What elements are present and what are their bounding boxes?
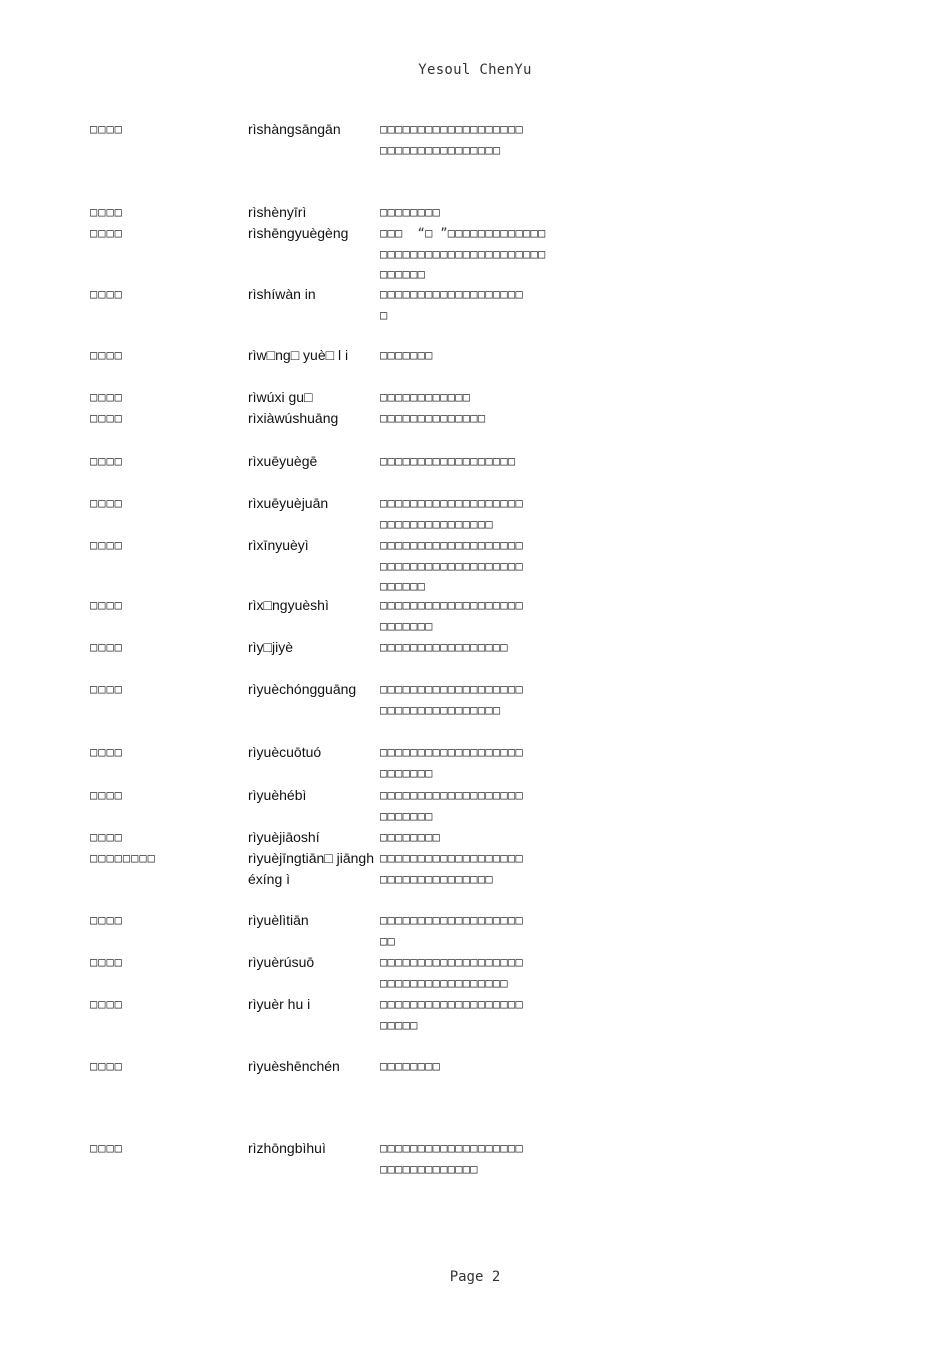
idiom-word: □□□□ xyxy=(90,598,123,612)
idiom-word: □□□□ xyxy=(90,122,123,136)
idiom-pinyin: rìyuèhébì xyxy=(248,787,307,803)
idiom-pinyin: rìxiàwúshuāng xyxy=(248,410,339,426)
idiom-meaning: □□□□□□□□□□□□□□□□□□ xyxy=(380,454,516,468)
idiom-word: □□□□ xyxy=(90,640,123,654)
idiom-meaning: □□□□□□□□□□□□ xyxy=(380,390,471,404)
idiom-meaning: □□□□□□□□ xyxy=(380,205,441,219)
idiom-word: □□□□ xyxy=(90,454,123,468)
idiom-word: □□□□ xyxy=(90,411,123,425)
idiom-pinyin: rìshènyīrì xyxy=(248,204,307,220)
idiom-word: □□□□ xyxy=(90,226,123,240)
idiom-meaning: □□□□□□□□□□□□□□□□□□□□□□□□□□□□□□□□□□ xyxy=(380,851,523,886)
idiom-meaning: □□□□□□□□ xyxy=(380,830,441,844)
idiom-meaning: □□□□□□□□□□□□□□□□□□□□□□□□□□ xyxy=(380,788,523,823)
idiom-pinyin: rìxuēyuègē xyxy=(248,453,318,469)
idiom-meaning: □□□□□□□□□□□□□□□□□□□□□□□□ xyxy=(380,997,523,1032)
idiom-meaning: □□□□□□□□□□□□□□□□□□□□□□□□□□ xyxy=(380,598,523,633)
idiom-meaning: □□□□□□□□□□□□□□□□□□□□□□□□□□□□□□□□□□□□□□□□□□□□ xyxy=(380,538,523,593)
idiom-pinyin: rìyuèr hu i xyxy=(248,996,311,1012)
idiom-meaning: □□□□□□□□□□□□□□□□□□□□□□□□□□□□□□□□□□□ xyxy=(380,682,523,717)
idiom-meaning: □□□□□□□ xyxy=(380,348,433,362)
idiom-word: □□□□□□□□ xyxy=(90,851,156,865)
idiom-pinyin: rìyuèrúsuō xyxy=(248,954,315,970)
idiom-pinyin: rìshíwàn in xyxy=(248,286,316,302)
idiom-word: □□□□ xyxy=(90,348,123,362)
idiom-word: □□□□ xyxy=(90,913,123,927)
idiom-word: □□□□ xyxy=(90,205,123,219)
idiom-pinyin: rìxuēyuèjuān xyxy=(248,495,329,511)
page-number: Page 2 xyxy=(449,1269,501,1285)
idiom-word: □□□□ xyxy=(90,1141,123,1155)
idiom-pinyin: rìyuèshēnchén xyxy=(248,1058,340,1074)
idiom-pinyin: rìzhōngbìhuì xyxy=(248,1140,326,1156)
idiom-meaning: □□□□□□□□□□□□□□□□□□□□□□□□□□ xyxy=(380,745,523,780)
idiom-word: □□□□ xyxy=(90,1059,123,1073)
page-header: Yesoul ChenYu xyxy=(418,62,532,78)
idiom-word: □□□□ xyxy=(90,538,123,552)
idiom-word: □□□□ xyxy=(90,496,123,510)
idiom-meaning: □□□ “□ ”□□□□□□□□□□□□□□□□□□□□□□□□□□□□□□□□□□□□□□□□□ xyxy=(380,226,546,281)
idiom-meaning: □□□□□□□□□□□□□□□□□□□□□ xyxy=(380,913,523,948)
idiom-pinyin: rìx□ngyuèshì xyxy=(248,597,329,613)
idiom-pinyin: rìyuèjīngtiān□ jiānghéxíng ì xyxy=(248,850,374,887)
idiom-pinyin: rìy□jiyè xyxy=(248,639,294,655)
idiom-word: □□□□ xyxy=(90,830,123,844)
idiom-pinyin: rìshàngsāngān xyxy=(248,121,341,137)
idiom-pinyin: rìwúxi gu□ xyxy=(248,389,313,405)
idiom-word: □□□□ xyxy=(90,390,123,404)
idiom-word: □□□□ xyxy=(90,788,123,802)
idiom-word: □□□□ xyxy=(90,682,123,696)
idiom-pinyin: rìw□ng□ yuè□ l i xyxy=(248,347,349,363)
idiom-meaning: □□□□□□□□□□□□□□□□□□□□□□□□□□□□□□□□ xyxy=(380,1141,523,1176)
idiom-pinyin: rìyuèlìtiān xyxy=(248,912,309,928)
idiom-meaning: □□□□□□□□□□□□□□□□□□□□□□□□□□□□□□□□□□□ xyxy=(380,122,523,157)
idiom-pinyin: rìyuèjiāoshí xyxy=(248,829,320,845)
idiom-meaning: □□□□□□□□□□□□□□□□□□□□ xyxy=(380,287,523,322)
idiom-word: □□□□ xyxy=(90,287,123,301)
idiom-meaning: □□□□□□□□□□□□□□ xyxy=(380,411,486,425)
idiom-word: □□□□ xyxy=(90,745,123,759)
idiom-meaning: □□□□□□□□□□□□□□□□□ xyxy=(380,640,508,654)
idiom-meaning: □□□□□□□□ xyxy=(380,1059,441,1073)
idiom-pinyin: rìshēngyuègèng xyxy=(248,225,349,241)
idiom-word: □□□□ xyxy=(90,997,123,1011)
idiom-meaning: □□□□□□□□□□□□□□□□□□□□□□□□□□□□□□□□□□□□ xyxy=(380,955,523,990)
idiom-pinyin: rìxīnyuèyì xyxy=(248,537,309,553)
idiom-pinyin: rìyuèchóngguāng xyxy=(248,681,357,697)
idiom-meaning: □□□□□□□□□□□□□□□□□□□□□□□□□□□□□□□□□□ xyxy=(380,496,523,531)
idiom-word: □□□□ xyxy=(90,955,123,969)
idiom-pinyin: rìyuècuōtuó xyxy=(248,744,322,760)
